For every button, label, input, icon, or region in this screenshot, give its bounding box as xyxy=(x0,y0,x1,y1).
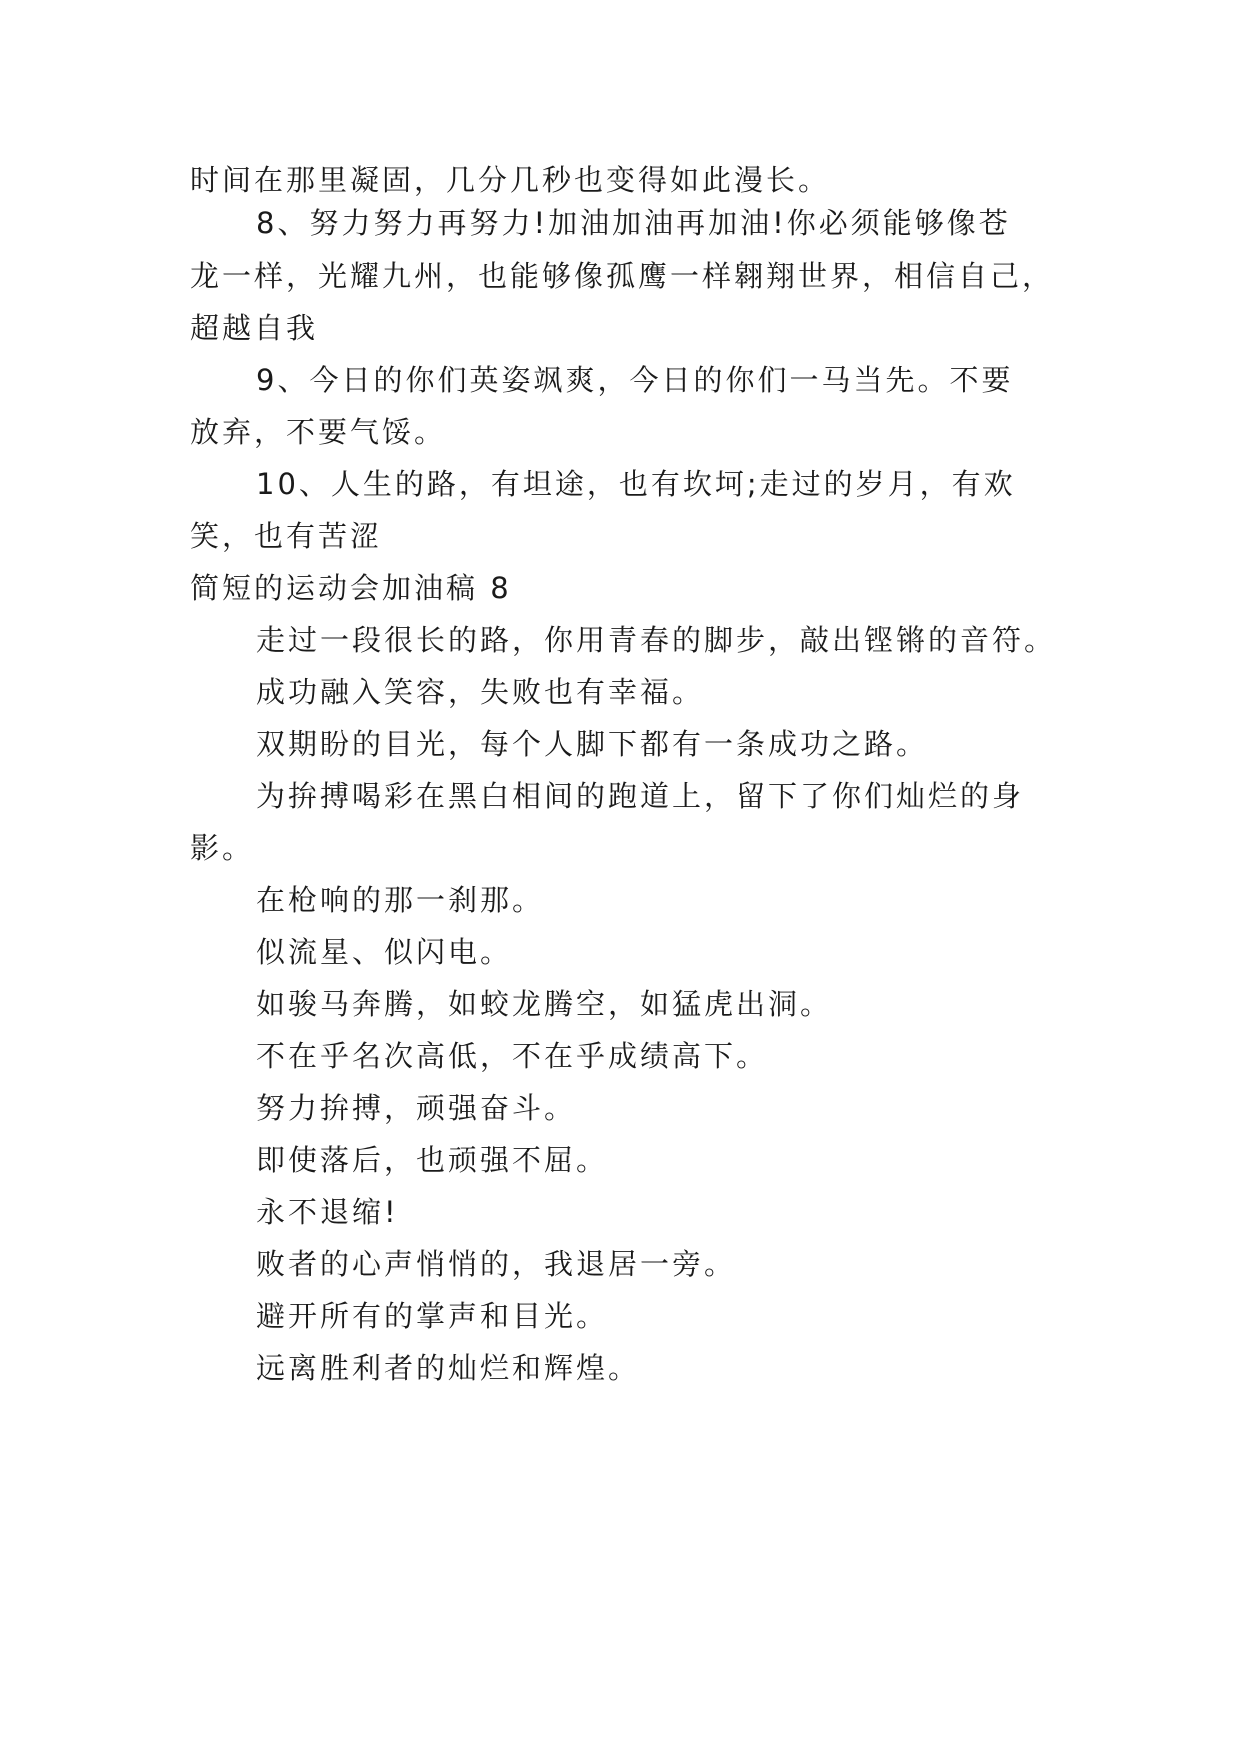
text-line-3: 龙一样，光耀九州，也能够像孤鹰一样翱翔世界，相信自己， xyxy=(190,259,1055,293)
text-line-5: 9、今日的你们英姿飒爽，今日的你们一马当先。不要 xyxy=(256,363,1014,397)
text-line-7: 10、人生的路，有坦途，也有坎坷;走过的岁月，有欢 xyxy=(256,467,1016,501)
section-heading: 简短的运动会加油稿 8 xyxy=(190,571,512,605)
text-line-8: 笑，也有苦涩 xyxy=(190,519,383,553)
text-line-19: 努力拚搏，顽强奋斗。 xyxy=(256,1091,577,1125)
text-line-13: 为拚搏喝彩在黑白相间的跑道上，留下了你们灿烂的身 xyxy=(256,779,1025,813)
text-line-16: 似流星、似闪电。 xyxy=(256,935,513,969)
text-line-10: 走过一段很长的路，你用青春的脚步，敲出铿锵的音符。 xyxy=(256,623,1057,657)
text-line-4: 超越自我 xyxy=(190,311,319,345)
text-line-6: 放弃，不要气馁。 xyxy=(190,415,447,449)
text-line-18: 不在乎名次高低，不在乎成绩高下。 xyxy=(256,1039,769,1073)
text-line-22: 败者的心声悄悄的，我退居一旁。 xyxy=(256,1247,737,1281)
text-line-2: 8、努力努力再努力!加油加油再加油!你必须能够像苍 xyxy=(256,206,1011,240)
text-line-21: 永不退缩! xyxy=(256,1195,399,1229)
text-line-11: 成功融入笑容，失败也有幸福。 xyxy=(256,675,705,709)
text-line-15: 在枪响的那一刹那。 xyxy=(256,883,545,917)
text-line-20: 即使落后，也顽强不屈。 xyxy=(256,1143,609,1177)
text-line-17: 如骏马奔腾，如蛟龙腾空，如猛虎出洞。 xyxy=(256,987,833,1021)
text-line-12: 双期盼的目光，每个人脚下都有一条成功之路。 xyxy=(256,727,929,761)
text-line-23: 避开所有的掌声和目光。 xyxy=(256,1299,609,1333)
text-line-1: 时间在那里凝固，几分几秒也变得如此漫长。 xyxy=(190,163,831,197)
text-line-14: 影。 xyxy=(190,831,255,865)
text-line-24: 远离胜利者的灿烂和辉煌。 xyxy=(256,1351,641,1385)
